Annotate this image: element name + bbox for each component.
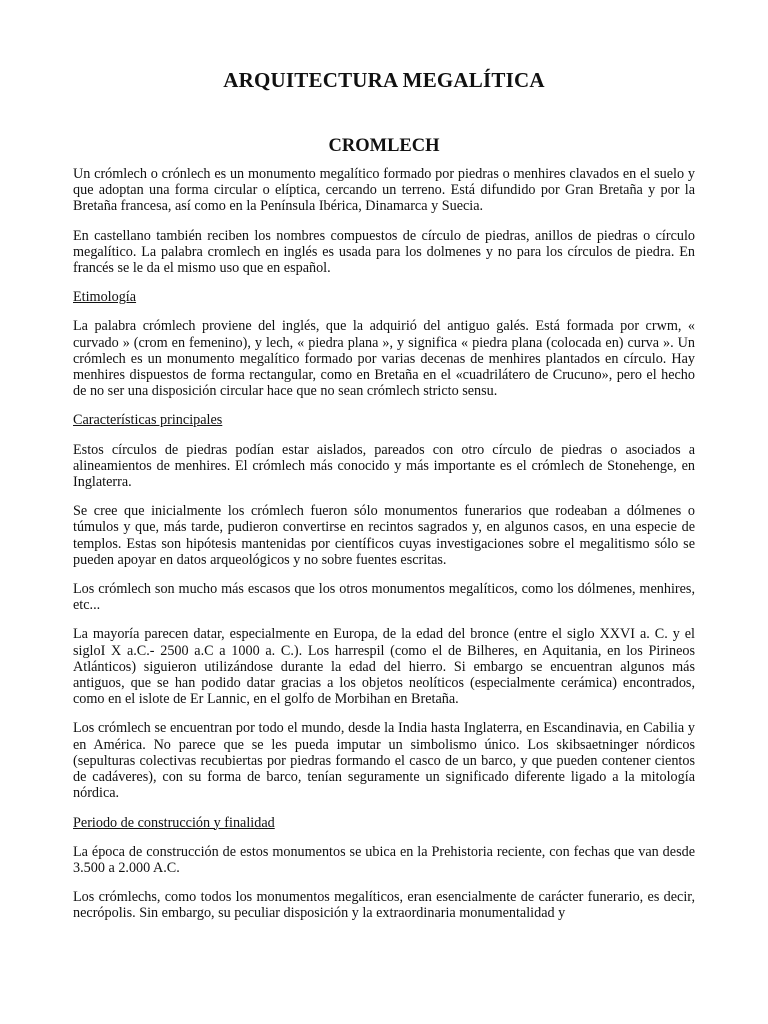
document-title: ARQUITECTURA MEGALÍTICA	[223, 68, 545, 92]
heading-caracteristicas: Características principales	[73, 412, 223, 429]
paragraph-funerarios: Se cree que inicialmente los crómlech fueron sólo monumentos funerarios que rodeaban a dólmenes o túmulos y que, más tarde, pudieron convertirse en recintos sagrados y, en algunos casos, en una especie de templos. Estas son hipótesis mantenidas por científicos cuyas investigaciones sobre el megalitismo sólo se pueden apoyar en datos arqueológicos y no sobre fuentes escritas.	[73, 503, 695, 568]
heading-etimologia: Etimología	[73, 289, 137, 306]
paragraph-etimologia: La palabra crómlech proviene del inglés, que la adquirió del antiguo galés. Está formada por crwm, « curvado » (crom en femenino), y lech, « piedra plana », y significa « piedra plana (colocada en) curva ». Un crómlech es un monumento megalítico formado por varias decenas de menhires plantados en círculo. Hay menhires dispuestos de forma rectangular, como en Bretaña en el «cuadrilátero de Crucuno», pero el hecho de no ser una disposición circular hace que no sean crómlech stricto sensu.	[73, 318, 695, 400]
paragraph-circulos: Estos círculos de piedras podían estar aislados, pareados con otro círculo de piedras o asociados a alineamientos de menhires. El crómlech más conocido y más importante es el crómlech de Stonehenge, en Inglaterra.	[73, 441, 695, 491]
document-body	[73, 166, 695, 935]
paragraph-intro: Un crómlech o crónlech es un monumento megalítico formado por piedras o menhires clavados en el suelo y que adoptan una forma circular o elíptica, cercando un terreno. Está difundido por Gran Bretaña y por la Bretaña francesa, así como en la Península Ibérica, Dinamarca y Suecia.	[73, 166, 695, 215]
paragraph-distribucion: Los crómlech se encuentran por todo el mundo, desde la India hasta Inglaterra, en Escandinavia, en Cabilia y en América. No parece que se les pueda imputar un simbolismo único. Los skibsaetninger nórdicos (sepulturas colectivas recubiertas por piedras formando el casco de un barco, y que pueden contener cientos de cadáveres), con su forma de barco, tenían seguramente un significado diferente ligado a la mitología nórdica.	[73, 720, 695, 802]
paragraph-funerario: Los crómlechs, como todos los monumentos megalíticos, eran esencialmente de carácter funerario, es decir, necrópolis. Sin embargo, su peculiar disposición y la extraordinaria monumentalidad y	[73, 889, 695, 922]
heading-periodo: Periodo de construcción y finalidad	[73, 814, 275, 831]
section-title: CROMLECH	[328, 136, 440, 156]
paragraph-epoca: La época de construcción de estos monumentos se ubica en la Prehistoria reciente, con fechas que van desde 3.500 a 2.000 A.C.	[73, 843, 695, 876]
paragraph-names: En castellano también reciben los nombres compuestos de círculo de piedras, anillos de piedras o círculo megalítico. La palabra cromlech en inglés es usada para los dolmenes y no para los círculos de piedra. En francés se le da el mismo uso que en español.	[73, 227, 695, 277]
paragraph-escasos: Los crómlech son mucho más escasos que los otros monumentos megalíticos, como los dólmenes, menhires, etc...	[73, 581, 695, 614]
paragraph-datacion: La mayoría parecen datar, especialmente en Europa, de la edad del bronce (entre el siglo XXVI a. C. y el sigloI X a.C.- 2500 a.C a 1000 a. C.). Los harrespil (como el de Bilheres, en Aquitania, en los Pirineos Atlánticos) siguieron utilizándose durante la edad del hierro. Si embargo se encuentran algunos más antiguos, que se han podido datar gracias a los objetos neolíticos (especialmente cerámica) encontrados, como en el islote de Er Lannic, en el golfo de Morbihan en Bretaña.	[73, 626, 695, 708]
